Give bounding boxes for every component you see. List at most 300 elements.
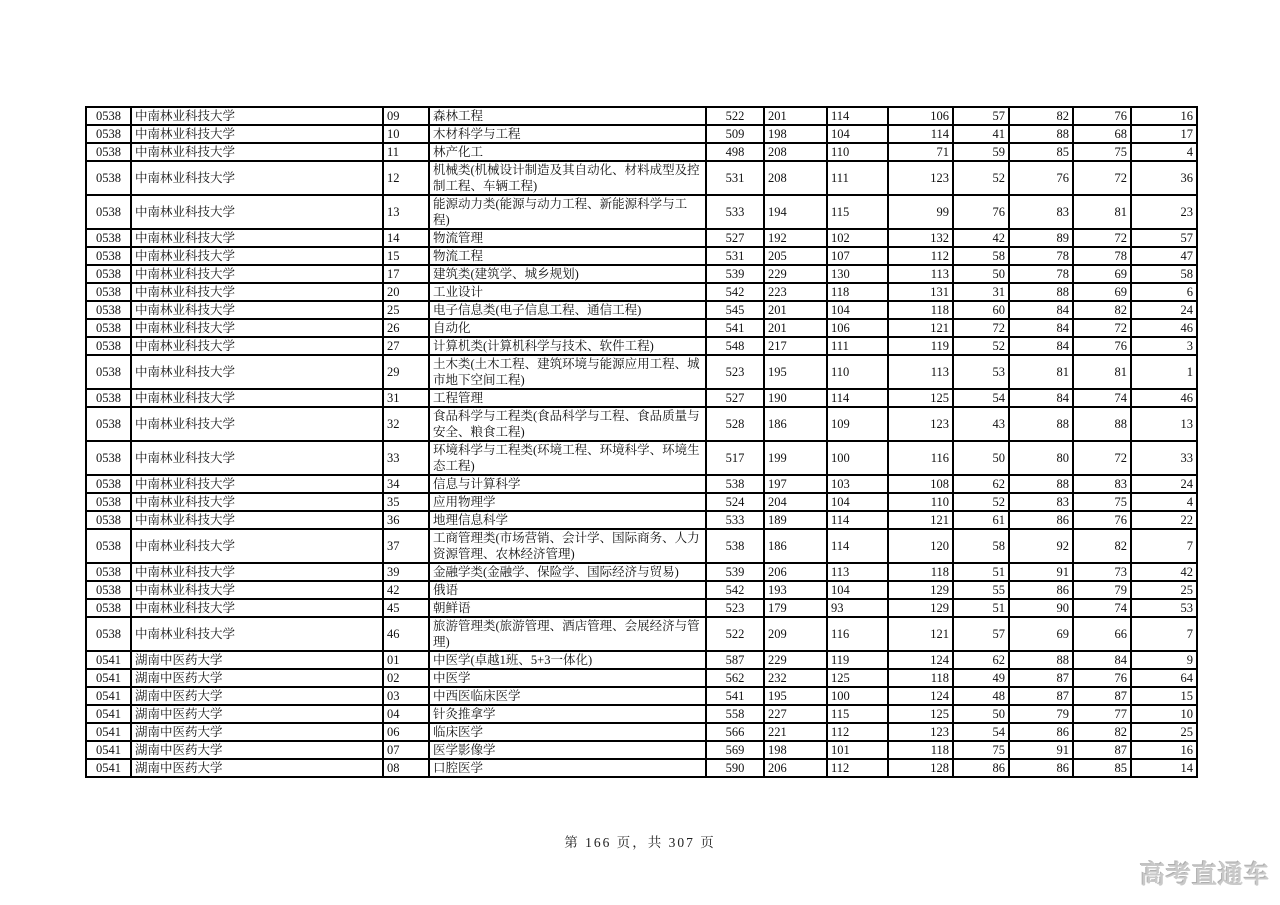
school-code-cell: 0538 [86, 319, 131, 337]
score-cell: 104 [827, 125, 888, 143]
major-name-cell: 工业设计 [429, 283, 706, 301]
major-name-cell: 工商管理类(市场营销、会计学、国际商务、人力资源管理、农林经济管理) [429, 529, 706, 563]
school-name-cell: 中南林业科技大学 [131, 265, 383, 283]
score-cell: 192 [764, 229, 827, 247]
score-cell: 87 [1009, 669, 1073, 687]
school-code-cell: 0541 [86, 759, 131, 777]
score-cell: 131 [888, 283, 953, 301]
score-cell: 50 [953, 705, 1009, 723]
score-cell: 89 [1009, 229, 1073, 247]
school-name-cell: 湖南中医药大学 [131, 651, 383, 669]
score-cell: 58 [1131, 265, 1197, 283]
score-cell: 195 [764, 687, 827, 705]
school-code-cell: 0538 [86, 283, 131, 301]
score-cell: 195 [764, 355, 827, 389]
school-code-cell: 0541 [86, 651, 131, 669]
score-cell: 527 [706, 389, 764, 407]
score-cell: 110 [888, 493, 953, 511]
school-code-cell: 0538 [86, 195, 131, 229]
score-cell: 83 [1009, 195, 1073, 229]
school-name-cell: 中南林业科技大学 [131, 247, 383, 265]
score-cell: 533 [706, 511, 764, 529]
school-name-cell: 湖南中医药大学 [131, 723, 383, 741]
page-number-footer: 第 166 页，共 307 页 [564, 835, 716, 850]
score-cell: 54 [953, 723, 1009, 741]
score-cell: 46 [1131, 389, 1197, 407]
major-code-cell: 13 [383, 195, 429, 229]
score-cell: 78 [1009, 265, 1073, 283]
score-cell: 90 [1009, 599, 1073, 617]
score-cell: 31 [953, 283, 1009, 301]
major-code-cell: 37 [383, 529, 429, 563]
score-cell: 206 [764, 759, 827, 777]
score-cell: 17 [1131, 125, 1197, 143]
score-cell: 123 [888, 407, 953, 441]
school-name-cell: 中南林业科技大学 [131, 161, 383, 195]
school-name-cell: 中南林业科技大学 [131, 475, 383, 493]
score-cell: 75 [953, 741, 1009, 759]
school-name-cell: 湖南中医药大学 [131, 669, 383, 687]
score-cell: 124 [888, 687, 953, 705]
admission-score-table [85, 106, 1198, 778]
score-cell: 55 [953, 581, 1009, 599]
score-cell: 115 [827, 705, 888, 723]
score-cell: 217 [764, 337, 827, 355]
major-code-cell: 35 [383, 493, 429, 511]
school-name-cell: 中南林业科技大学 [131, 581, 383, 599]
score-cell: 68 [1073, 125, 1131, 143]
school-code-cell: 0538 [86, 125, 131, 143]
school-code-cell: 0538 [86, 617, 131, 651]
score-cell: 113 [827, 563, 888, 581]
table-row [86, 301, 1197, 319]
score-cell: 541 [706, 687, 764, 705]
school-code-cell: 0538 [86, 475, 131, 493]
score-cell: 16 [1131, 107, 1197, 125]
score-cell: 13 [1131, 407, 1197, 441]
score-cell: 112 [827, 759, 888, 777]
major-code-cell: 31 [383, 389, 429, 407]
score-cell: 87 [1009, 687, 1073, 705]
score-cell: 24 [1131, 301, 1197, 319]
score-cell: 7 [1131, 529, 1197, 563]
school-name-cell: 中南林业科技大学 [131, 107, 383, 125]
table-row [86, 265, 1197, 283]
score-cell: 82 [1073, 723, 1131, 741]
score-cell: 62 [953, 475, 1009, 493]
major-code-cell: 20 [383, 283, 429, 301]
score-cell: 88 [1009, 283, 1073, 301]
major-name-cell: 能源动力类(能源与动力工程、新能源科学与工程) [429, 195, 706, 229]
major-name-cell: 自动化 [429, 319, 706, 337]
score-cell: 72 [1073, 441, 1131, 475]
score-cell: 109 [827, 407, 888, 441]
score-cell: 539 [706, 265, 764, 283]
table-row [86, 581, 1197, 599]
score-cell: 119 [888, 337, 953, 355]
school-name-cell: 中南林业科技大学 [131, 511, 383, 529]
school-code-cell: 0538 [86, 389, 131, 407]
table-row [86, 407, 1197, 441]
school-code-cell: 0538 [86, 529, 131, 563]
major-name-cell: 物流工程 [429, 247, 706, 265]
table-row [86, 669, 1197, 687]
score-cell: 104 [827, 581, 888, 599]
score-cell: 104 [827, 493, 888, 511]
major-name-cell: 木材科学与工程 [429, 125, 706, 143]
score-cell: 114 [827, 107, 888, 125]
score-cell: 121 [888, 617, 953, 651]
major-name-cell: 中西医临床医学 [429, 687, 706, 705]
score-cell: 229 [764, 651, 827, 669]
major-name-cell: 建筑类(建筑学、城乡规划) [429, 265, 706, 283]
watermark-text: 高考直通车 [1140, 861, 1271, 889]
school-code-cell: 0538 [86, 407, 131, 441]
score-cell: 179 [764, 599, 827, 617]
score-cell: 113 [888, 355, 953, 389]
score-cell: 57 [953, 107, 1009, 125]
major-code-cell: 10 [383, 125, 429, 143]
major-name-cell: 电子信息类(电子信息工程、通信工程) [429, 301, 706, 319]
score-cell: 116 [827, 617, 888, 651]
school-code-cell: 0538 [86, 161, 131, 195]
table-row [86, 741, 1197, 759]
school-code-cell: 0538 [86, 265, 131, 283]
major-code-cell: 39 [383, 563, 429, 581]
score-cell: 51 [953, 599, 1009, 617]
score-cell: 46 [1131, 319, 1197, 337]
school-name-cell: 中南林业科技大学 [131, 389, 383, 407]
school-code-cell: 0541 [86, 669, 131, 687]
score-cell: 25 [1131, 581, 1197, 599]
score-cell: 107 [827, 247, 888, 265]
score-cell: 4 [1131, 493, 1197, 511]
score-cell: 58 [953, 247, 1009, 265]
school-name-cell: 中南林业科技大学 [131, 283, 383, 301]
major-code-cell: 08 [383, 759, 429, 777]
table-row [86, 651, 1197, 669]
school-name-cell: 中南林业科技大学 [131, 125, 383, 143]
score-cell: 112 [827, 723, 888, 741]
score-cell: 189 [764, 511, 827, 529]
table-row [86, 617, 1197, 651]
score-cell: 88 [1009, 407, 1073, 441]
score-cell: 114 [827, 389, 888, 407]
score-cell: 114 [827, 529, 888, 563]
major-name-cell: 针灸推拿学 [429, 705, 706, 723]
score-cell: 15 [1131, 687, 1197, 705]
score-cell: 92 [1009, 529, 1073, 563]
school-code-cell: 0538 [86, 337, 131, 355]
score-cell: 100 [827, 441, 888, 475]
score-cell: 72 [1073, 319, 1131, 337]
score-cell: 16 [1131, 741, 1197, 759]
major-code-cell: 34 [383, 475, 429, 493]
school-code-cell: 0538 [86, 511, 131, 529]
score-cell: 566 [706, 723, 764, 741]
major-name-cell: 地理信息科学 [429, 511, 706, 529]
major-name-cell: 计算机类(计算机科学与技术、软件工程) [429, 337, 706, 355]
score-cell: 498 [706, 143, 764, 161]
score-cell: 106 [827, 319, 888, 337]
score-cell: 82 [1009, 107, 1073, 125]
score-cell: 84 [1073, 651, 1131, 669]
score-cell: 119 [827, 651, 888, 669]
score-cell: 232 [764, 669, 827, 687]
score-cell: 76 [1073, 669, 1131, 687]
score-cell: 57 [953, 617, 1009, 651]
score-cell: 51 [953, 563, 1009, 581]
school-name-cell: 湖南中医药大学 [131, 741, 383, 759]
score-cell: 125 [888, 705, 953, 723]
major-code-cell: 46 [383, 617, 429, 651]
school-name-cell: 中南林业科技大学 [131, 529, 383, 563]
score-cell: 542 [706, 581, 764, 599]
score-cell: 517 [706, 441, 764, 475]
score-cell: 123 [888, 723, 953, 741]
score-cell: 587 [706, 651, 764, 669]
score-cell: 36 [1131, 161, 1197, 195]
score-cell: 73 [1073, 563, 1131, 581]
score-cell: 206 [764, 563, 827, 581]
score-cell: 118 [827, 283, 888, 301]
school-code-cell: 0538 [86, 563, 131, 581]
table-row [86, 337, 1197, 355]
school-name-cell: 中南林业科技大学 [131, 355, 383, 389]
score-cell: 58 [953, 529, 1009, 563]
major-code-cell: 04 [383, 705, 429, 723]
score-cell: 103 [827, 475, 888, 493]
table-row [86, 563, 1197, 581]
major-code-cell: 02 [383, 669, 429, 687]
score-cell: 132 [888, 229, 953, 247]
major-code-cell: 15 [383, 247, 429, 265]
score-cell: 81 [1009, 355, 1073, 389]
score-cell: 81 [1073, 355, 1131, 389]
score-cell: 86 [1009, 511, 1073, 529]
school-code-cell: 0538 [86, 247, 131, 265]
score-cell: 75 [1073, 143, 1131, 161]
score-cell: 533 [706, 195, 764, 229]
school-name-cell: 中南林业科技大学 [131, 407, 383, 441]
school-name-cell: 中南林业科技大学 [131, 143, 383, 161]
school-name-cell: 中南林业科技大学 [131, 617, 383, 651]
score-cell: 193 [764, 581, 827, 599]
major-code-cell: 11 [383, 143, 429, 161]
score-cell: 121 [888, 511, 953, 529]
major-name-cell: 金融学类(金融学、保险学、国际经济与贸易) [429, 563, 706, 581]
score-cell: 79 [1009, 705, 1073, 723]
score-cell: 110 [827, 143, 888, 161]
score-cell: 223 [764, 283, 827, 301]
score-cell: 42 [1131, 563, 1197, 581]
score-cell: 60 [953, 301, 1009, 319]
score-cell: 14 [1131, 759, 1197, 777]
major-code-cell: 26 [383, 319, 429, 337]
score-cell: 590 [706, 759, 764, 777]
score-cell: 3 [1131, 337, 1197, 355]
score-cell: 113 [888, 265, 953, 283]
major-name-cell: 朝鲜语 [429, 599, 706, 617]
major-code-cell: 27 [383, 337, 429, 355]
score-cell: 542 [706, 283, 764, 301]
major-code-cell: 03 [383, 687, 429, 705]
score-cell: 78 [1073, 247, 1131, 265]
major-code-cell: 33 [383, 441, 429, 475]
score-cell: 509 [706, 125, 764, 143]
major-code-cell: 07 [383, 741, 429, 759]
school-code-cell: 0538 [86, 599, 131, 617]
score-cell: 91 [1009, 741, 1073, 759]
score-cell: 84 [1009, 389, 1073, 407]
score-cell: 76 [953, 195, 1009, 229]
score-cell: 9 [1131, 651, 1197, 669]
score-cell: 123 [888, 161, 953, 195]
score-cell: 52 [953, 493, 1009, 511]
major-code-cell: 09 [383, 107, 429, 125]
score-cell: 81 [1073, 195, 1131, 229]
score-cell: 76 [1073, 107, 1131, 125]
score-cell: 531 [706, 161, 764, 195]
score-cell: 69 [1073, 265, 1131, 283]
school-name-cell: 中南林业科技大学 [131, 599, 383, 617]
score-cell: 72 [1073, 229, 1131, 247]
score-cell: 75 [1073, 493, 1131, 511]
score-cell: 523 [706, 599, 764, 617]
score-cell: 104 [827, 301, 888, 319]
score-cell: 74 [1073, 599, 1131, 617]
score-cell: 66 [1073, 617, 1131, 651]
score-cell: 86 [953, 759, 1009, 777]
table-row [86, 283, 1197, 301]
score-cell: 118 [888, 669, 953, 687]
major-name-cell: 工程管理 [429, 389, 706, 407]
score-cell: 199 [764, 441, 827, 475]
score-cell: 22 [1131, 511, 1197, 529]
score-cell: 4 [1131, 143, 1197, 161]
score-cell: 522 [706, 107, 764, 125]
major-code-cell: 17 [383, 265, 429, 283]
major-code-cell: 29 [383, 355, 429, 389]
score-cell: 186 [764, 407, 827, 441]
score-cell: 121 [888, 319, 953, 337]
score-cell: 61 [953, 511, 1009, 529]
score-cell: 124 [888, 651, 953, 669]
score-cell: 71 [888, 143, 953, 161]
score-cell: 91 [1009, 563, 1073, 581]
score-cell: 33 [1131, 441, 1197, 475]
major-name-cell: 环境科学与工程类(环境工程、环境科学、环境生态工程) [429, 441, 706, 475]
score-cell: 538 [706, 529, 764, 563]
major-name-cell: 食品科学与工程类(食品科学与工程、食品质量与安全、粮食工程) [429, 407, 706, 441]
major-code-cell: 42 [383, 581, 429, 599]
score-cell: 198 [764, 741, 827, 759]
score-cell: 84 [1009, 319, 1073, 337]
score-cell: 80 [1009, 441, 1073, 475]
score-cell: 545 [706, 301, 764, 319]
score-cell: 201 [764, 301, 827, 319]
table-row [86, 759, 1197, 777]
table-row [86, 229, 1197, 247]
score-cell: 53 [1131, 599, 1197, 617]
score-cell: 72 [953, 319, 1009, 337]
score-cell: 79 [1073, 581, 1131, 599]
score-cell: 110 [827, 355, 888, 389]
major-code-cell: 25 [383, 301, 429, 319]
score-cell: 48 [953, 687, 1009, 705]
score-cell: 86 [1009, 581, 1073, 599]
major-code-cell: 06 [383, 723, 429, 741]
school-name-cell: 中南林业科技大学 [131, 195, 383, 229]
score-cell: 25 [1131, 723, 1197, 741]
score-cell: 76 [1073, 511, 1131, 529]
score-cell: 128 [888, 759, 953, 777]
table-body [86, 107, 1197, 777]
score-cell: 52 [953, 161, 1009, 195]
score-cell: 49 [953, 669, 1009, 687]
score-cell: 198 [764, 125, 827, 143]
score-cell: 201 [764, 319, 827, 337]
score-cell: 7 [1131, 617, 1197, 651]
score-cell: 99 [888, 195, 953, 229]
score-cell: 23 [1131, 195, 1197, 229]
score-cell: 85 [1009, 143, 1073, 161]
school-code-cell: 0538 [86, 301, 131, 319]
score-cell: 528 [706, 407, 764, 441]
school-name-cell: 中南林业科技大学 [131, 493, 383, 511]
score-cell: 43 [953, 407, 1009, 441]
score-cell: 83 [1009, 493, 1073, 511]
score-cell: 111 [827, 161, 888, 195]
score-cell: 85 [1073, 759, 1131, 777]
score-cell: 221 [764, 723, 827, 741]
score-cell: 74 [1073, 389, 1131, 407]
table-row [86, 319, 1197, 337]
score-cell: 524 [706, 493, 764, 511]
score-cell: 50 [953, 441, 1009, 475]
major-name-cell: 口腔医学 [429, 759, 706, 777]
score-cell: 76 [1073, 337, 1131, 355]
school-name-cell: 湖南中医药大学 [131, 705, 383, 723]
table-row [86, 355, 1197, 389]
school-code-cell: 0538 [86, 493, 131, 511]
school-name-cell: 中南林业科技大学 [131, 563, 383, 581]
score-cell: 116 [888, 441, 953, 475]
score-cell: 108 [888, 475, 953, 493]
table-row [86, 125, 1197, 143]
score-cell: 115 [827, 195, 888, 229]
score-cell: 10 [1131, 705, 1197, 723]
school-code-cell: 0541 [86, 705, 131, 723]
score-cell: 86 [1009, 759, 1073, 777]
score-cell: 204 [764, 493, 827, 511]
score-cell: 86 [1009, 723, 1073, 741]
major-name-cell: 临床医学 [429, 723, 706, 741]
score-cell: 87 [1073, 741, 1131, 759]
table-row [86, 475, 1197, 493]
score-cell: 101 [827, 741, 888, 759]
score-cell: 76 [1009, 161, 1073, 195]
major-name-cell: 医学影像学 [429, 741, 706, 759]
table-row [86, 247, 1197, 265]
score-cell: 102 [827, 229, 888, 247]
score-cell: 84 [1009, 337, 1073, 355]
major-code-cell: 12 [383, 161, 429, 195]
table-row [86, 389, 1197, 407]
score-cell: 120 [888, 529, 953, 563]
score-cell: 522 [706, 617, 764, 651]
score-cell: 93 [827, 599, 888, 617]
